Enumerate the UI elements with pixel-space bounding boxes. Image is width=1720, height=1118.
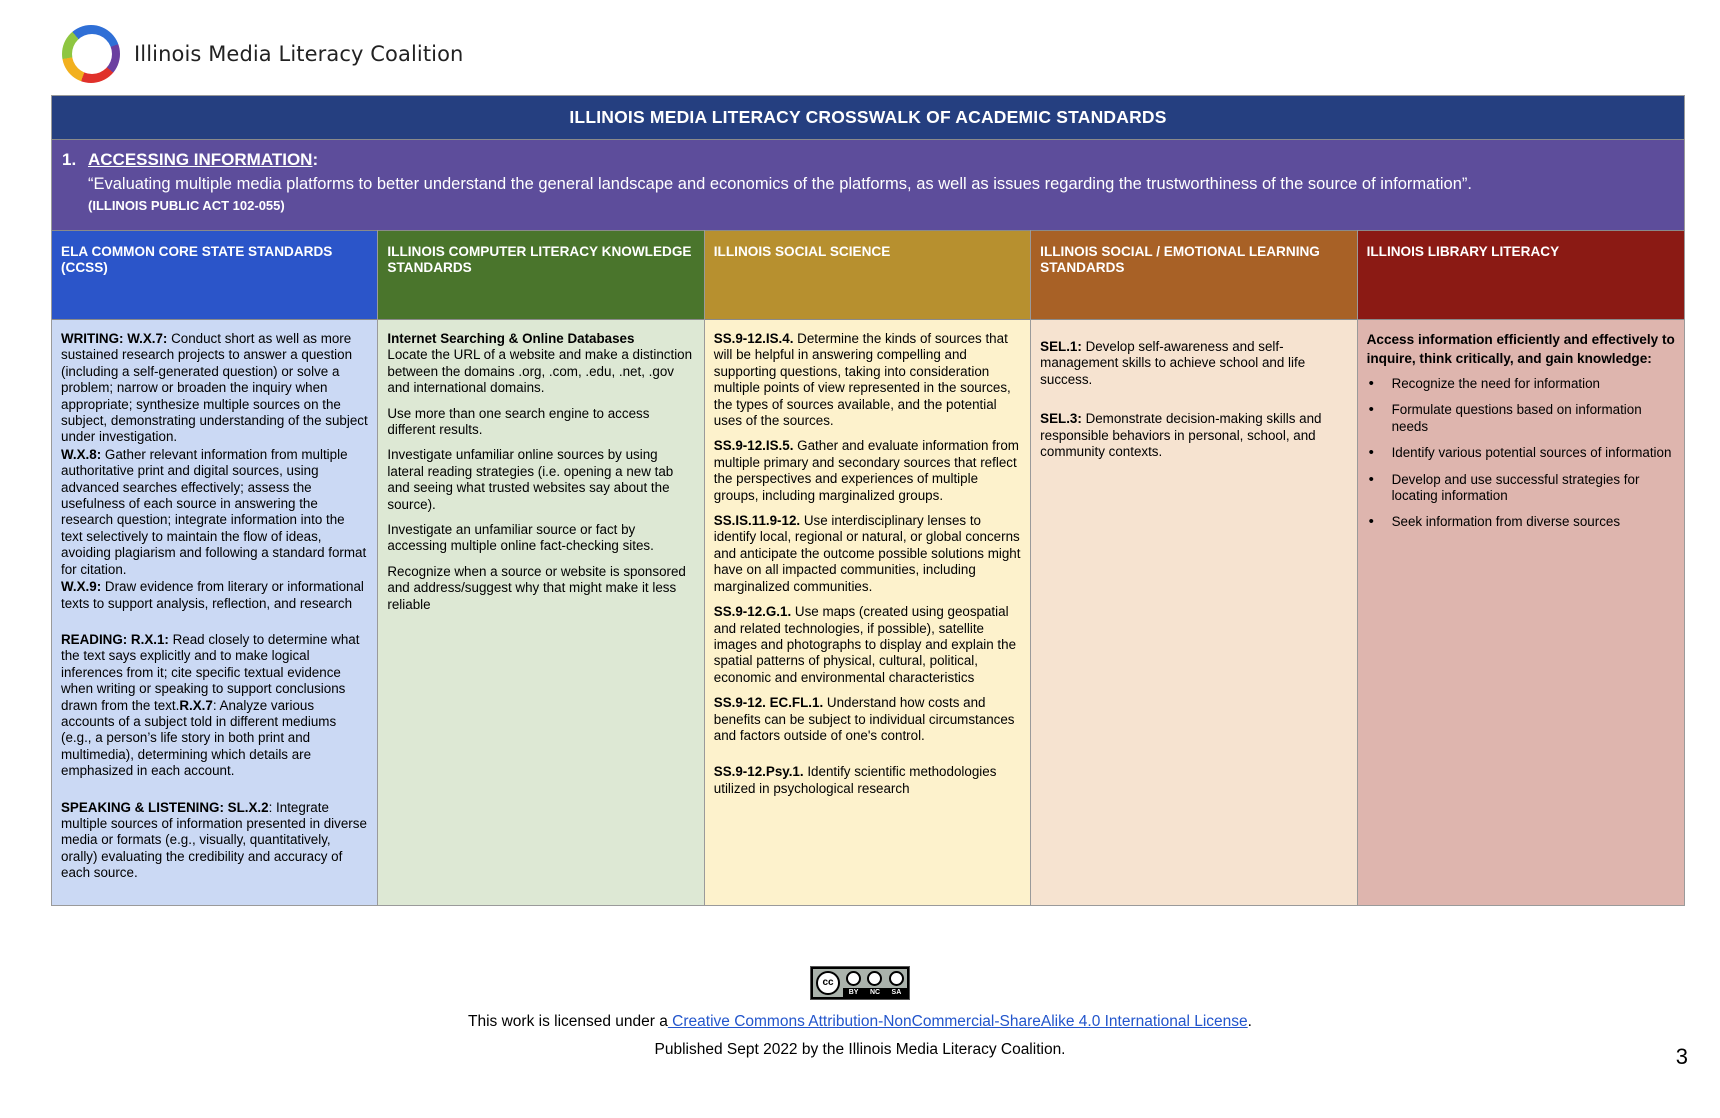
computer-standard: Investigate unfamiliar online sources by using lateral reading strategies (i.e. opening a new tab and seeing what trusted websites say about the source). [387,447,674,512]
org-logo [62,24,463,84]
social-standard-ecfl1 [714,695,1021,744]
section-source: (ILLINOIS PUBLIC ACT 102-055) [88,198,285,213]
social-standard-g1 [714,604,1021,686]
sel-standard-3 [1040,411,1347,460]
cc-badge-icons [843,969,907,997]
standard-code: SS.9-12.G.1. [713,604,792,620]
standard-text: Determine the kinds of sources that will be helpful in answering compelling and supporting questions, taking into consideration multiple points of view represented in the sources, the types of sources available, and the potential uses of the sources. [713,331,1011,429]
standard-code: SS.9-12.IS.5. [713,438,794,454]
standard-code: R.X.7 [179,697,213,713]
column-body-sel [1031,320,1356,905]
list-item: • Seek information from diverse sources [1367,514,1675,530]
section-colon: : [312,150,319,169]
computer-standard: Use more than one search engine to access different results. [387,405,650,438]
document-title: ILLINOIS MEDIA LITERACY CROSSWALK OF ACADEMIC STANDARDS [52,96,1684,140]
standards-columns [52,230,1684,905]
standard-text: Gather relevant information from multiple authoritative print and digital sources, using advanced searches effectively; assess the usefulness of each source in answering the research question; integrate information into the text selectively to maintain the flow of ideas, avoiding plagiarism and following a standard format for citation. [61,446,367,577]
noncommercial-icon [867,971,882,986]
standard-text: Demonstrate decision-making skills and responsible behaviors in personal, school, and community contexts. [1040,411,1322,460]
column-library-literacy [1358,230,1684,905]
license-prefix: This work is licensed under a [468,1013,668,1030]
standard-text: Identify scientific methodologies utilized in psychological research [713,764,997,796]
standard-code: W.X.9: [61,579,102,595]
column-social-science [705,230,1031,905]
standard-text: Draw evidence from literary or informational texts to support analysis, reflection, and research [61,579,364,611]
list-item: • Identify various potential sources of information [1367,445,1675,461]
column-heading-computer-literacy: ILLINOIS COMPUTER LITERACY KNOWLEDGE STANDARDS [378,230,703,320]
computer-standard: Locate the URL of a website and make a distinction between the domains .org, .com, .edu, .net, .gov and international domains. [387,347,693,396]
cc-badge-labels [843,988,907,997]
standard-code: SS.9-12.IS.4. [713,331,794,346]
standard-text: Read closely to determine what the text says explicitly and to make logical inferences from it; cite specific textual evidence when writing or speaking to support conclusions drawn from the text. [61,631,360,713]
ela-speaking-listening [61,800,368,882]
standard-code: READING: R.X.1: [61,631,169,647]
library-bullet-list [1367,376,1675,531]
standard-text: Understand how costs and benefits can be subject to individual circumstances and factors outside of one's control. [713,695,1015,743]
list-item: • Develop and use successful strategies for locating information [1367,472,1675,505]
column-computer-literacy [378,230,704,905]
cc-label-nc: NC [869,989,881,996]
cc-icon: cc [816,971,840,995]
standard-text: Use interdisciplinary lenses to identify local, regional or natural, or global concerns and anticipate the outcome possible solutions might have on all impacted communities, including marginalized communities. [713,513,1021,594]
cc-badge-glyphs [843,969,907,988]
sharealike-icon [889,971,904,986]
license-link[interactable]: Creative Commons Attribution-NonCommercial-ShareAlike 4.0 International License [667,1013,1248,1030]
social-standard-psy1 [714,764,1021,797]
standard-code: SEL.1: [1040,339,1082,354]
column-heading-social-science: ILLINOIS SOCIAL SCIENCE [705,230,1030,320]
column-body-ela [52,320,377,905]
computer-subheading: Internet Searching & Online Databases [387,331,635,346]
column-ela [52,230,378,905]
section-name: ACCESSING INFORMATION [88,150,313,169]
section-title [62,150,1674,170]
social-standard-is11 [714,513,1021,595]
computer-standard: Investigate an unfamiliar source or fact by accessing multiple online fact-checking sites. [387,522,654,554]
ela-reading [61,632,368,780]
section-quote: “Evaluating multiple media platforms to better understand the general landscape and economics of the platforms, as well as issues regarding the trustworthiness of the source of information”. [88,175,1472,193]
standard-code: SEL.3: [1040,411,1082,427]
computer-standard: Recognize when a source or website is sponsored and address/suggest why that might make it less reliable [387,563,686,612]
standard-text: Conduct short as well as more sustained research projects to answer a question (including a self-generated question) or solve a problem; narrow or broaden the inquiry when appropriate; synthesize multiple sources on the subject, demonstrating understanding of the subject under investigation. [61,331,368,445]
library-intro: Access information efficiently and effectively to inquire, think critically, and gain knowledge: [1366,332,1675,366]
column-body-library-literacy [1358,320,1684,905]
footer [0,966,1720,1059]
standard-text: : Integrate multiple sources of information presented in diverse media or formats (e.g., visually, quantitatively, orally) evaluating the credibility and accuracy of each source. [61,799,367,881]
column-heading-library-literacy: ILLINOIS LIBRARY LITERACY [1358,230,1684,320]
org-name: Illinois Media Literacy Coalition [134,42,464,66]
sel-standard-1 [1040,339,1347,388]
coalition-ring-icon [62,25,120,83]
list-item: • Recognize the need for information [1367,376,1675,392]
standard-code: WRITING: W.X.7: [61,331,168,346]
crosswalk-table [51,95,1685,906]
column-body-computer-literacy [378,320,703,905]
standard-code: SS.9-12. EC.FL.1. [713,695,824,711]
cc-label-sa: SA [891,989,902,996]
ela-writing-wx9 [61,579,368,612]
cc-mark [813,969,843,997]
social-standard-is4 [714,331,1021,429]
list-item: • Formulate questions based on information needs [1367,402,1675,435]
section-header [52,140,1684,230]
page-number: 3 [1675,1044,1688,1069]
standard-code: SS.9-12.Psy.1. [713,764,804,780]
ela-writing-wx8 [61,447,368,578]
social-standard-is5 [714,438,1021,504]
standard-text: Gather and evaluate information from multiple primary and secondary sources that reflect the perspectives and experiences of multiple groups, including marginalized groups. [713,438,1019,503]
cc-label-by: BY [848,989,859,996]
license-suffix: . [1247,1013,1252,1030]
standard-text: Use maps (created using geospatial and related technologies, if possible), satellite images and photographs to display and explain the spatial patterns of physical, cultural, political, economic and environmental characteristics [713,604,1017,685]
published-note: Published Sept 2022 by the Illinois Media Literacy Coalition. [654,1041,1066,1058]
standard-text: : Analyze various accounts of a subject told in different mediums (e.g., a person’s life story in both print and multimedia), determining which details are emphasized in each account. [61,697,337,779]
section-number: 1. [62,150,77,169]
column-heading-ela: ELA COMMON CORE STATE STANDARDS (CCSS) [52,230,377,320]
by-attribution-icon [846,971,861,986]
column-body-social-science [705,320,1030,905]
standard-code: SPEAKING & LISTENING: SL.X.2 [61,799,269,815]
standard-code: W.X.8: [61,446,102,462]
license-statement [0,1013,1720,1031]
standard-text: Develop self-awareness and self-management skills to achieve school and life success. [1040,339,1306,387]
ela-writing-wx7 [61,331,368,446]
cc-license-badge[interactable] [810,966,910,1000]
standard-code: SS.IS.11.9-12. [713,513,801,529]
column-heading-sel: ILLINOIS SOCIAL / EMOTIONAL LEARNING STANDARDS [1031,230,1356,320]
column-sel [1031,230,1357,905]
